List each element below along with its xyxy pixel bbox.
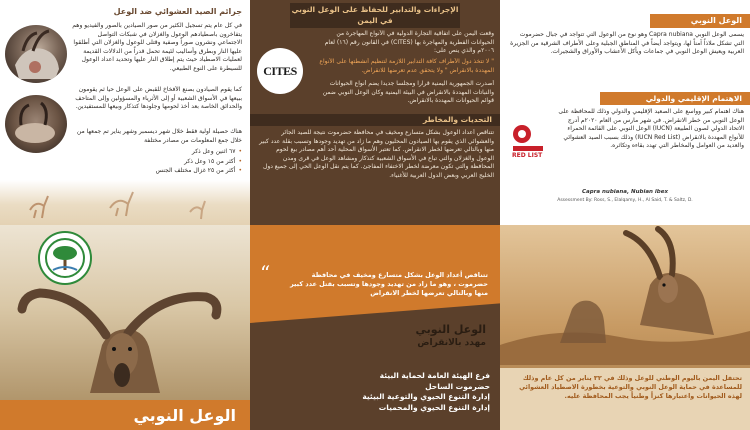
challenges-header: التحديات والمخاطر [250, 114, 500, 126]
stat-item: • ٦٧ اثنين وعل ذكر [72, 148, 242, 157]
org-line: إدارة التنوع الحيوي والمحميات [378, 402, 490, 412]
bottom-subtitle: مهدد بالانقراض [417, 338, 486, 348]
middle-panel [250, 0, 500, 225]
stat-item: • أكثر من ١٥ وعل ذكر [72, 158, 242, 167]
brand-title: الوعل النوبي [133, 405, 236, 425]
org-line: إدارة التنوع الحيوي والتوعية البيئية [362, 392, 490, 401]
rock-art-strip [0, 180, 250, 225]
middle-panel-title: الإجراءات والتدابير للحفاظ على الوعل النوبي في اليمن [290, 3, 460, 28]
left-paragraph-2: كما يقوم الصيادون بصنع الأفخاخ للقبض على الوعل حياً ثم يقومون ببيعها في الأسواق الشعبية أو إلى الأثرياء والمسؤولين وإلى المتاحف والحدائق الخاصة بعد أخذ لحومها وجلودها كتذكار وبيعها للمستفيدين. [75, 86, 242, 111]
middle-paragraph-3: تتناقص أعداد الوعول بشكل متسارع ومخيف في محافظة حضرموت نتيجة للصيد الجائر والعشوائي الذي يقوم بها الصيادون المحليون وهم ما زاد من تهديد وجودها وتسبب بقلة عدد كبير منها وبالتالي تعرضها لخطر الانقراض. كما تعتبر الأسواق المحلية أحد أهم مصادر بيع لحوم الوعول والغزلان والتي تباع في الأسواق الشعبية كتذكار ومشاهد الوعل في قرى ومدن المحافظة والتي تكون معرضة لخطر الاختفاء المفاجئ. كما يتم نقل الوعل الحي إلى جميع دول الخليج العربي وبعض الدول العربية للأغنياء. [259, 129, 494, 179]
cites-logo [257, 48, 303, 94]
bottom-left-panel [0, 225, 250, 430]
org-line: حضرموت الساحل [425, 381, 490, 391]
red-list-label: RED LIST [512, 152, 543, 159]
left-panel [0, 0, 250, 225]
assessment-caption: Assessment By: Ross, S., Elalqamy, H., Al Said, T. & Saltz, D. [557, 198, 693, 203]
bottom-right-panel [500, 225, 750, 430]
left-panel-title: جرائم الصيد العشوائي ضد الوعل [113, 7, 242, 16]
middle-quote: " لا تتخذ دول الأطراف كافة التدابير اللازمة لتنظيم أنشطتها على الأنواع المهددة بالانقراض " ولا يتحقق عدم تعرضها للانقراض. [319, 58, 494, 74]
stat-item: • أكثر من ٢٥ غزال مختلف الجنس [72, 167, 242, 176]
right-intro: يسمى الوعل النوبي Capra nubiana وهو نوع من الوعول التي تتواجد في جبال حضرموت التي تشكل ملاذاً آمناً لها، ويتواجد أيضاً في المناطق الجبلية وعلى الأطراف الشرقية من الجزيرة العربية ويعيش الوعل النوبي في جماعات ويأكل الأعشاب والأوراق والشجيرات. [510, 31, 744, 56]
middle-paragraph-1: وقعت اليمن على اتفاقية التجارة الدولية في الأنواع المهاجرة من الحيوانات الفطرية والمهاجرة بها (CITES) في القانون رقم (١٦) لعام ٢٠٠٦م والذي ينص على: [324, 30, 494, 55]
right-panel [500, 0, 750, 225]
ibex-rocks-image [500, 225, 750, 365]
hunters-photo [5, 95, 67, 153]
brand-title-bar [0, 400, 250, 430]
bottom-quote: تتناقص أعداد الوعل بشكل متسارع ومخيف في محافظة حضرموت ، وهو ما زاد من تهديد وجودها وتسبب بقتل عدد كبير منها وبالتالي تعرضها لخطر الانقراض [289, 271, 488, 297]
org-lines [258, 371, 490, 413]
red-list-logo [508, 122, 548, 162]
hunted-ibex-photo [5, 25, 67, 83]
bottom-name: الوعل النوبي [415, 323, 486, 336]
org-logo [38, 231, 92, 285]
left-stats-list [72, 148, 242, 176]
bottom-middle-panel [250, 225, 500, 430]
left-paragraph-1: في كل عام يتم تسجيل الكثير من صور الصيادين بالصور والفيديو وهم يتفاخرون باصطيادهم الوعول والغزلان في شبكات التواصل الاجتماعي ونشرون صوراً وصفية وقتلى للوعول والغزلان التي أطلقوا عليها النار وبطرق وأساليب لئيمة تحمل قدراً من الدلالات القديمة لعمليات الاصطياد حيث يتم إطلاق النار عليها وتحديد اعداد الوعول للسيطرة على النوع الطبيعي. [72, 22, 242, 72]
org-line: فرع الهيئة العامة لحماية البيئة [379, 371, 490, 380]
regional-interest-header: الاهتمام الإقليمي والدولي [600, 92, 750, 105]
quote-mark-icon: “ [260, 261, 271, 285]
bottom-right-text: تحتفل اليمن باليوم الوطني للوعل وذلك في ٣٢ يناير من كل عام وذلك للمساعدة في حماية الوعل النوبي والتوعية بخطورة الاصطياد العشوائي لهذه الحيوانات واعتبارها كنزاً وطنياً يجب المحافظة عليه. [519, 374, 742, 400]
middle-paragraph-2: أصدرت الجمهورية اليمنية قرارا ومجلسا جديدا يضم أنواع الحيوانات والنباتات المهددة بالانقراض في البيئة اليمنية وكان الوعل النوبي ضمن قوائم الحيوانات المهددة بالانقراض. [322, 80, 494, 105]
ibex-portrait-image [10, 285, 230, 395]
left-paragraph-3: هناك حصيلة أولية فقط خلال شهر ديسمبر وشهر يناير تم جمعها من خلال جمع المعلومات من مصادر مختلفة [76, 128, 242, 144]
right-panel-header: الوعل النوبي [650, 14, 750, 28]
species-label: Capra nubiana, Nubian ibex [581, 189, 668, 195]
cites-logo-text: CITES [263, 63, 297, 78]
right-paragraph: هناك اهتمام كبير وواسع على الصعيد الإقليمي والدولي وذلك للمحافظة على الوعل النوبي من خطر الانقراض. في شهر مارس من العام ٢٠٢٠م أدرج الاتحاد الدولي لصون الطبيعة (IUCN) الوعل النوبي على القائمة الحمراء للأنواع المهددة بالانقراض (IUCN Red List) وذلك بسبب الصيد العشوائي والعديد من العوامل والمخاطر التي تهدد بقاءه وتكاثره. [558, 108, 744, 150]
